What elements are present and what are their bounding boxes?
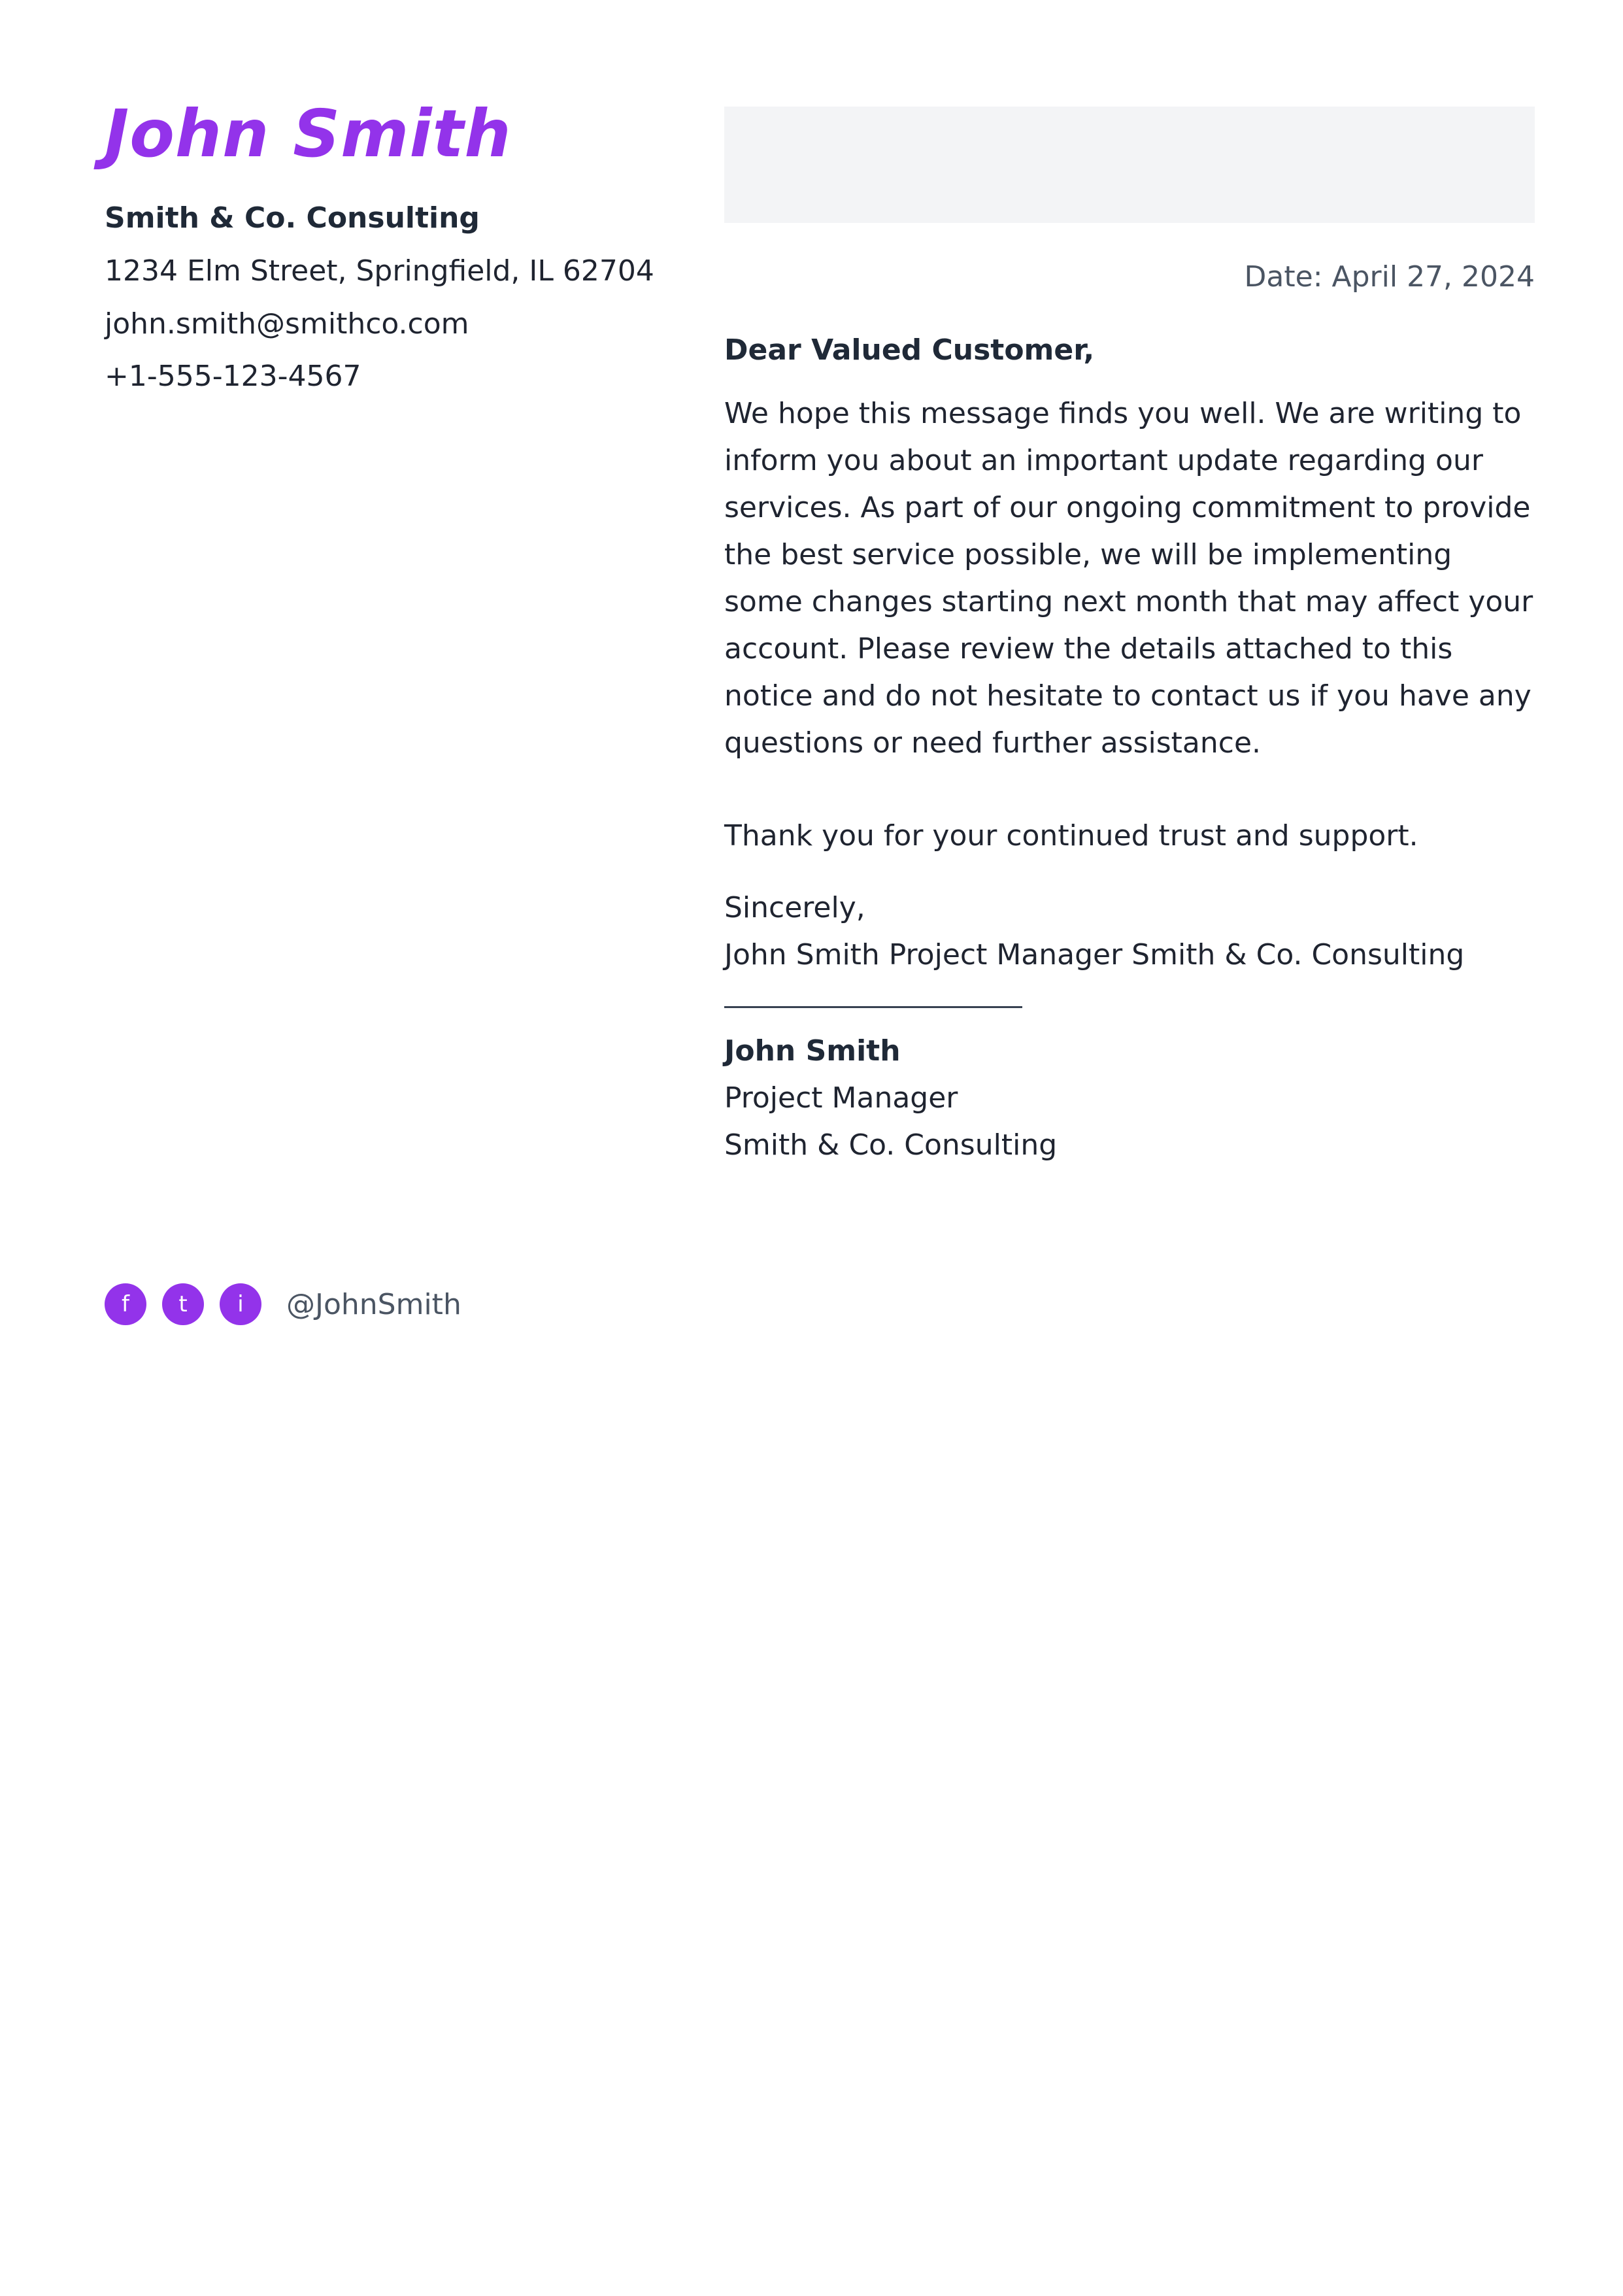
thanks-line: Thank you for your continued trust and support. — [724, 819, 1418, 853]
sender-phone: +1-555-123-4567 — [105, 360, 361, 394]
signature-company: Smith & Co. Consulting — [724, 1128, 1058, 1162]
salutation: Dear Valued Customer, — [724, 333, 1095, 367]
sender-company: Smith & Co. Consulting — [105, 201, 480, 235]
signature-rule — [724, 1006, 1022, 1008]
letter-content — [724, 333, 1535, 1169]
signature-title: Project Manager — [724, 1081, 958, 1115]
sender-panel — [105, 95, 680, 394]
social-handle: @JohnSmith — [286, 1287, 461, 1321]
signature-line-text: John Smith Project Manager Smith & Co. Consulting — [724, 938, 1465, 971]
sender-name: John Smith — [105, 95, 512, 172]
closing: Sincerely, — [724, 891, 865, 924]
logo-placeholder — [724, 107, 1535, 223]
letter-date: Date: April 27, 2024 — [1244, 260, 1535, 294]
sender-address: 1234 Elm Street, Springfield, IL 62704 — [105, 254, 654, 288]
letter-body: We hope this message finds you well. We are writing to inform you about an important update regarding our services. As part of our ongoing commitment to provide the best service possible, we will be implementing some changes starting next month that may affect your account. Please review the details attached to this notice and do not hesitate to contact us if you have any questions or need further assistance. — [724, 397, 1533, 760]
instagram-icon[interactable]: i — [220, 1283, 261, 1325]
twitter-icon[interactable]: t — [162, 1283, 204, 1325]
sender-email: john.smith@smithco.com — [105, 307, 469, 341]
signature-name: John Smith — [724, 1034, 901, 1068]
facebook-icon[interactable]: f — [105, 1283, 146, 1325]
social-links — [105, 1283, 461, 1325]
